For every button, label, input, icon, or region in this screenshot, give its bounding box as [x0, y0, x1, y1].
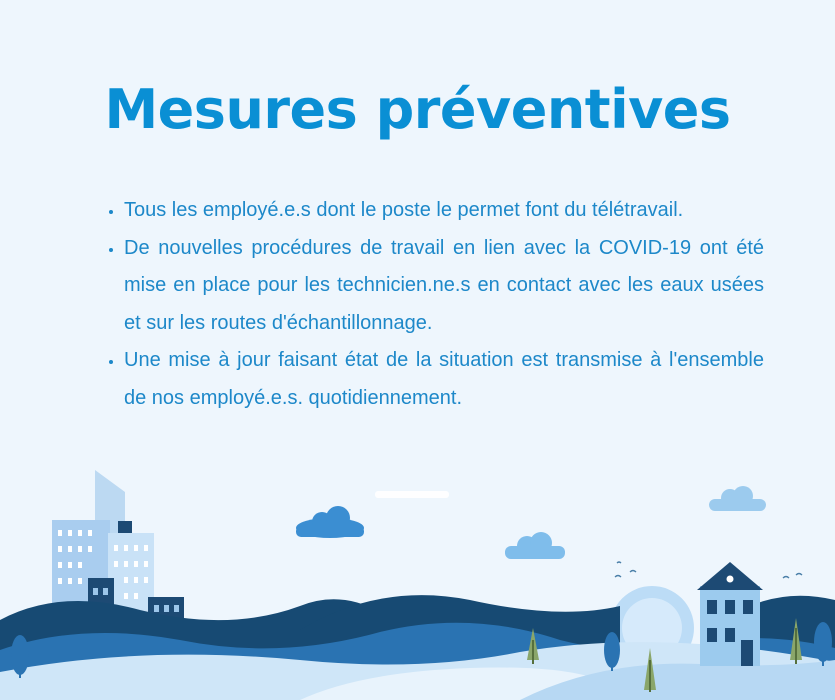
cloud-icon — [505, 532, 565, 559]
list-item: • Tous les employé.e.s dont le poste le permet font du télétravail. — [124, 192, 764, 230]
cloud-icon — [709, 486, 766, 511]
bird-icon — [615, 562, 802, 578]
cloud-icon — [296, 506, 364, 538]
list-item: • Une mise à jour faisant état de la situation est transmise à l'ensemble de nos employé.e.s. quotidiennement. — [124, 342, 764, 417]
list-item: • De nouvelles procédures de travail en lien avec la COVID-19 ont été mise en place pour les technicien.ne.s en contact avec les eaux usées et sur les routes d'échantillonnage. — [124, 230, 764, 343]
bullet-list — [100, 192, 764, 417]
page-title: Mesures préventives — [104, 78, 731, 141]
house-icon — [697, 562, 763, 666]
